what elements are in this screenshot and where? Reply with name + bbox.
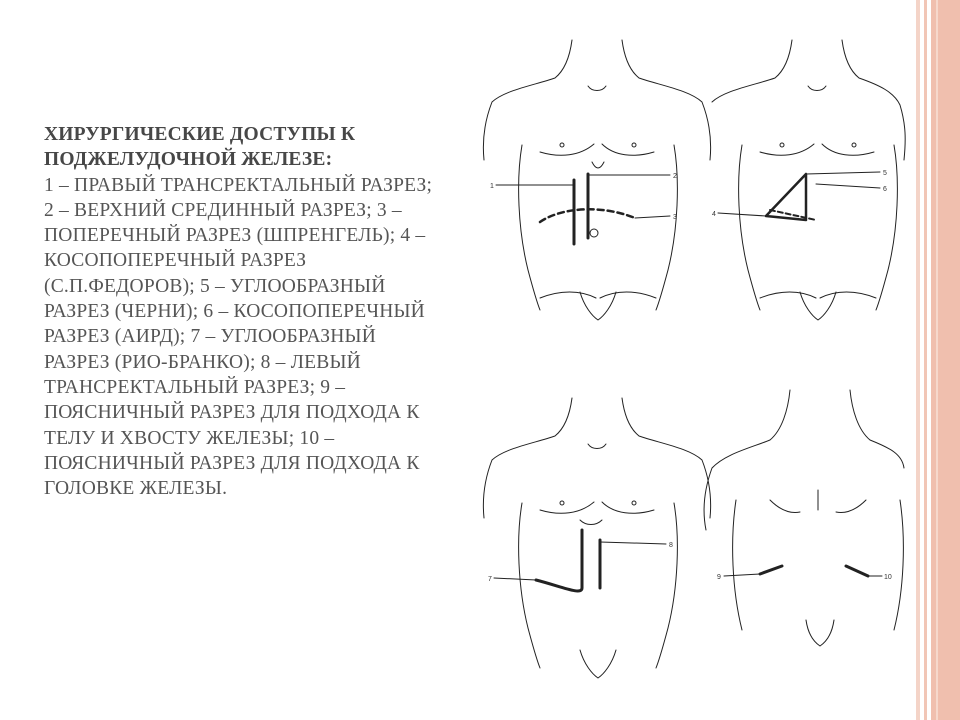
figure-label: 8 (669, 542, 673, 549)
incision-10 (846, 566, 868, 576)
border-stripe (924, 0, 927, 720)
incision-7 (536, 530, 582, 591)
figure-label: 4 (712, 211, 716, 218)
border-stripe (916, 0, 920, 720)
incision-illustration (470, 30, 910, 680)
figure-caption (44, 122, 444, 501)
figure-label: 6 (883, 186, 887, 193)
torso-drawings (470, 30, 910, 680)
figure-label: 7 (488, 576, 492, 583)
figure-label: 2 (673, 173, 677, 180)
figure-label: 1 (490, 183, 494, 190)
border-stripe (936, 0, 938, 720)
torso-front-3 (483, 398, 710, 678)
torso-front-2 (712, 40, 905, 320)
torso-front-1 (483, 40, 710, 320)
torso-back (704, 390, 904, 646)
figure-label: 5 (883, 170, 887, 177)
figure-label: 9 (717, 574, 721, 581)
incision-9 (760, 566, 782, 574)
caption-body: 1 – ПРАВЫЙ ТРАНСРЕКТАЛЬНЫЙ РАЗРЕЗ; 2 – ВЕРХНИЙ СРЕДИННЫЙ РАЗРЕЗ; 3 – ПОПЕРЕЧНЫЙ РАЗРЕЗ (ШПРЕНГЕЛЬ); 4 – КОСОПОПЕРЕЧНЫЙ РАЗРЕЗ (С.П.ФЕДОРОВ); 5 – УГЛООБРАЗНЫЙ РАЗРЕЗ (ЧЕРНИ); 6 – КОСОПОПЕРЕЧНЫЙ РАЗРЕЗ (АИРД); 7 – УГЛООБРАЗНЫЙ РАЗРЕЗ (РИО-БРАНКО); 8 – ЛЕВЫЙ ТРАНСРЕКТАЛЬНЫЙ РАЗРЕЗ; 9 – ПОЯСНИЧНЫЙ РАЗРЕЗ ДЛЯ ПОДХОДА К ТЕЛУ И ХВОСТУ ЖЕЛЕЗЫ; 10 – ПОЯСНИЧНЫЙ РАЗРЕЗ ДЛЯ ПОДХОДА К ГОЛОВКЕ ЖЕЛЕЗЫ. (44, 174, 433, 500)
figure-label: 10 (884, 574, 892, 581)
figure-label: 3 (673, 214, 677, 221)
caption-title: ХИРУРГИЧЕСКИЕ ДОСТУПЫ К ПОДЖЕЛУДОЧНОЙ ЖЕЛЕЗЕ: (44, 124, 356, 171)
